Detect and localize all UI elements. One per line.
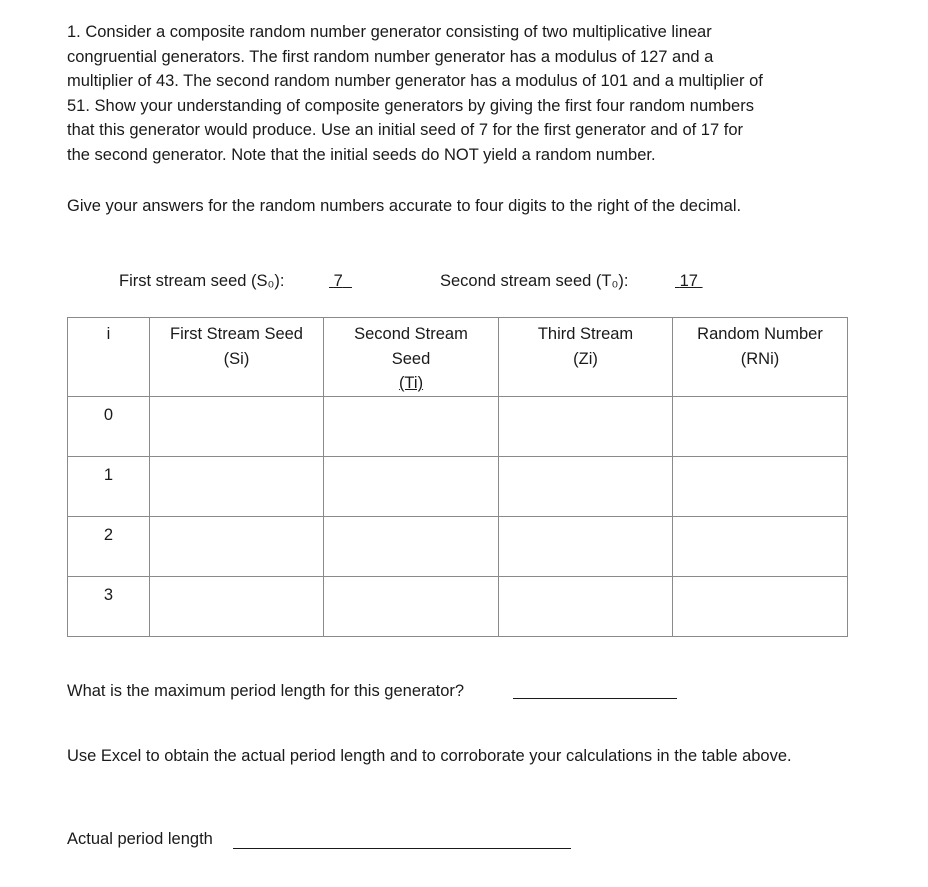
ti-cell[interactable] [324,456,499,516]
first-seed-value: 7 [333,272,343,290]
generator-table [67,317,848,637]
header-second-stream-seed: Second Stream Seed (Ti) [324,318,499,397]
row-index: 2 [68,516,150,576]
question-line: congruential generators. The first random number generator has a modulus of 127 and a [67,47,714,66]
si-cell[interactable] [150,576,324,636]
actual-period-answer-line[interactable] [233,848,571,849]
excel-instruction: Use Excel to obtain the actual period length and to corroborate your calculations in the table above. [67,747,792,765]
zi-cell[interactable] [499,456,673,516]
first-seed-label: First stream seed (S₀): [119,272,285,290]
ti-cell[interactable] [324,516,499,576]
actual-period-label: Actual period length [67,830,213,848]
second-seed-label: Second stream seed (T₀): [440,272,629,290]
zi-cell[interactable] [499,576,673,636]
question-line: that this generator would produce. Use an initial seed of 7 for the first generator and of 17 for [67,121,743,140]
table-header-row [68,318,848,397]
precision-instruction: Give your answers for the random numbers accurate to four digits to the right of the decimal. [67,197,742,215]
ti-cell[interactable] [324,576,499,636]
header-random-number: Random Number (RNi) [673,318,848,397]
si-cell[interactable] [150,396,324,456]
question-line: the second generator. Note that the initial seeds do NOT yield a random number. [67,145,656,164]
table-row [68,396,848,456]
question-line: 1. Consider a composite random number generator consisting of two multiplicative linear [67,23,712,41]
header-i: i [68,318,150,397]
rni-cell[interactable] [673,456,848,516]
row-index: 1 [68,456,150,516]
si-cell[interactable] [150,456,324,516]
table-row [68,516,848,576]
zi-cell[interactable] [499,396,673,456]
rni-cell[interactable] [673,396,848,456]
rni-cell[interactable] [673,576,848,636]
zi-cell[interactable] [499,516,673,576]
table-row [68,456,848,516]
ti-cell[interactable] [324,396,499,456]
question-line: 51. Show your understanding of composite generators by giving the first four random numbers [67,96,754,115]
second-seed-value: 17 [679,272,698,290]
question-text [67,20,867,168]
header-first-stream-seed: First Stream Seed (Si) [150,318,324,397]
question-line: multiplier of 43. The second random number generator has a modulus of 101 and a multiplier of [67,72,763,91]
row-index: 3 [68,576,150,636]
si-cell[interactable] [150,516,324,576]
max-period-question: What is the maximum period length for this generator? [67,682,465,700]
rni-cell[interactable] [673,516,848,576]
max-period-answer-line[interactable] [513,698,677,699]
table-row [68,576,848,636]
header-third-stream: Third Stream (Zi) [499,318,673,397]
row-index: 0 [68,396,150,456]
